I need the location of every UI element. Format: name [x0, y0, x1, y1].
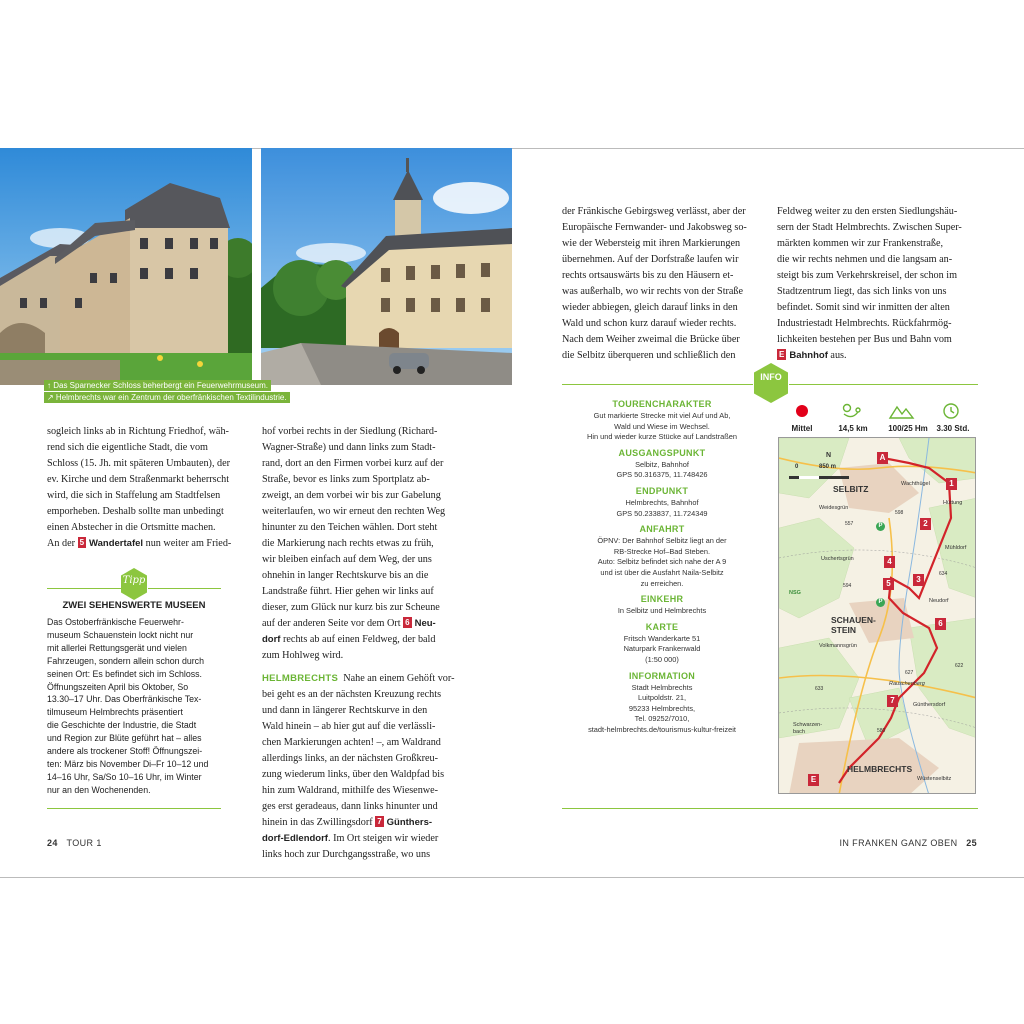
info-rule-bottom	[562, 808, 978, 809]
tour-label: TOUR 1	[66, 838, 102, 848]
stats-icons	[778, 400, 978, 424]
info-anfahrt-title: ANFAHRT	[639, 524, 685, 535]
tipp-rule-right	[148, 588, 221, 589]
page-number-left: 24	[47, 838, 58, 848]
right-col2-text: Feldweg weiter zu den ersten Siedlungshäu- sern der Stadt Helmbrechts. Zwischen Super- märkten kommen wir zur Frankenstraße, die wir rechts nehmen und die langsam an- steigt bis zum Verkehrskreisel, der schon im Stadtzentrum liegt, das sich links von uns befindet. Somit sind wir inmitten der alten Industriestadt Helmbrechts. Rückfahrmög- lichkeiten bestehen per Bus und Bahn vom E Bahnhof aus.	[777, 206, 962, 361]
info-einkehr-title: EINKEHR	[640, 594, 684, 605]
caption-sparneck: ↑ Das Sparnecker Schloss beherbergt ein Feuerwehrmuseum.	[44, 380, 271, 391]
right-col1-text: der Fränkische Gebirgsweg verlässt, aber der Europäische Fernwander- und Jakobsweg so- wie der Weberstеig mit ihren Markierungen übernehmen. Auf der Dorfstraße laufen wir rechts ortsauswärts bis zu den Häusern et- was außerhalb, wo wir rechts von der Straße wieder abbiegen, gleich darauf links in den Wald und schon kurz darauf wieder rechts. Nach dem Weiher zweimal die Brücke über die Selbitz überqueren und schließlich den	[562, 206, 747, 361]
tipp-rule-bottom	[47, 808, 221, 809]
info-badge-label: INFO	[760, 372, 782, 382]
distance-icon	[844, 405, 861, 417]
info-endpunkt-title: ENDPUNKT	[635, 485, 689, 496]
page-number-right: 25	[966, 838, 977, 848]
tipp-rule-left	[47, 588, 121, 589]
wandertafel-line: An der 5 Wandertafel nun weiter am Fried-	[47, 538, 232, 549]
info-details: TOURENCHARAKTER Gut markierte Strecke mit viel Auf und Ab, Wald und Wiese im Wechsel. Hin und wieder kurze Stücke auf Landstraßen AUSGANGSPUNKT Selbitz, Bahnhof GPS 50.316375, 11.748426 ENDPUNKT Helmbrechts, Bahnhof GPS 50.233837, 11.724349 ANFAHRT ÖPNV: Der Bahnhof Selbitz liegt an der RB-Strecke Hof–Bad Steben. Auto: Selbitz befindet sich nahe der A 9 und ist über die Ausfahrt Naila-Selbitz zu erreichen. EINKEHR In Selbitz und Helmbrechts KARTE Fritsch Wanderkarte 51 Naturpark Frankenwald (1:50 000) INFORMATION Stadt Helmbrechts Luitpoldstr. 21, 95233 Helmbrechts, Tel. 09252/7010, stadt-helmbrechts.de/tourismus-kultur-freizeit	[562, 394, 762, 735]
info-rule-left	[562, 384, 753, 385]
marker-6: 6	[405, 618, 410, 627]
heading-helmbrechts: HELMBRECHTS	[262, 673, 339, 684]
chapter-title: IN FRANKEN GANZ OBEN	[839, 838, 958, 848]
stat-difficulty: Mittel	[791, 424, 813, 433]
info-tourencharakter-title: TOURENCHARAKTER	[612, 399, 712, 409]
info-karte-title: KARTE	[645, 621, 679, 632]
info-ausgangspunkt-title: AUSGANGSPUNKT	[618, 447, 706, 458]
caption-helmbrechts: ↗ Helmbrechts war ein Zentrum der oberfränkischen Textilindustrie.	[44, 392, 290, 403]
map-marker-1: 1	[946, 478, 957, 490]
map-marker-a: A	[877, 452, 888, 464]
map-marker-6: 6	[935, 618, 946, 630]
map-marker-e: E	[808, 774, 819, 786]
marker-e: E	[779, 350, 785, 359]
map-town-schauenstein: SCHAUEN- STEIN	[831, 615, 876, 635]
elevation-icon	[890, 407, 913, 418]
photo-helmbrechts-street	[261, 148, 512, 385]
parking-icon: P	[876, 522, 885, 531]
map-town-helmbrechts: HELMBRECHTS	[847, 764, 913, 774]
marker-7: 7	[377, 817, 382, 826]
stat-elevation: 100/25 Hm	[888, 424, 928, 433]
tipp-text: Das Ostoberfränkische Feuerwehr- museum Schauenstein lockt nicht nur mit allerlei Rettungsgerät und vielen Fahrzeugen, sondern allein schon durch seinen Ort: Es befindet sich im Schloss. Öffnungszeiten April bis Oktober, So 13.30–17 Uhr. Das Oberfränkische Tex- tilmuseum Helmbrechts präsentiert die Geschichte der Industrie, die Stadt und Region zur Blüte geführt hat – alles andere als trockener Stoff! Öffnungszei- ten: März bis November Di–Fr 10–12 und 14–16 Uhr, Sa/So 10–16 Uhr, im Winter nur an den Wochenenden.	[47, 617, 209, 795]
photo-sparneck-castle	[0, 148, 252, 385]
north-arrow: N	[826, 452, 832, 459]
difficulty-icon	[796, 405, 808, 417]
left-col1-text: sogleich links ab in Richtung Friedhof, wäh- rend sich die eigentliche Stadt, die vom Schloss (15. Jh. mit späteren Umbauten), der ev. Kirche und dem Straßenmarkt beherrscht wird, die sich in Staffelung am Stadtfelsen emporheben. Deshalb sollte man unbedingt einen Abstecher in die Ortsmitte machen. An der 5 Wandertafel nun weiter am Fried-	[47, 424, 247, 552]
map-marker-7: 7	[887, 695, 898, 707]
map-marker-5: 5	[883, 578, 894, 590]
parking-icon: P	[876, 598, 885, 607]
map-marker-3: 3	[913, 574, 924, 586]
map-marker-2: 2	[920, 518, 931, 530]
info-information-title: INFORMATION	[628, 670, 696, 681]
route-map-drawing	[779, 438, 976, 794]
stat-duration: 3.30 Std.	[936, 424, 970, 433]
clock-icon	[944, 404, 958, 418]
tipp-badge-label: Tipp	[122, 575, 146, 586]
tipp-title: ZWEI SEHENSWERTE MUSEEN	[62, 600, 206, 611]
footer-right	[839, 838, 977, 848]
stat-distance: 14,5 km	[838, 424, 868, 433]
route-map: 0 850 m N SELBITZ SCHAUEN- STEIN HELMBRECHTS Wachthügel Hüttung Weidesgrün Mühldorf Uschertsgrün Neudorf Volkmannsgrün Rauschenberg Günthersdorf Schwarzen- bach Wüstenselbitz 598 557 634 594 627 622 633 580 NSG P P A 1 2 3 4 5 6 7 E	[778, 437, 976, 794]
footer-left	[47, 838, 102, 848]
info-rule-right	[789, 384, 978, 385]
map-marker-4: 4	[884, 556, 895, 568]
left-col2-text: hof vorbei rechts in der Siedlung (Richard- Wagner-Straße) und dann links zum Stadt- rand, dort an den Firmen vorbei kurz auf der Straße, bevor es links zum Sportplatz ab- zweigt, an dem vorbei wir bis zur Gabelung weiterlaufen, wo wir erneut den rechten Weg hinunter zu den Teichen wählen. Dort steht die Markierung nach rechts etwas zu früh, wir bleiben einfach auf dem Weg, der uns ohnehin in langer Rechtskurve bis an die Landstraße führt. Hier gehen wir links auf dieser, zum Glück nur kurz bis zur Scheune auf der anderen Seite vor dem Ort 6 Neu- dorf rechts ab auf einen Feldweg, der bald zum Hohlweg wird. HELMBRECHTS Nahe an einem Gehöft vor- bei geht es an der nächsten Kreuzung rechts und dann in längerer Rechtskurve in den Wald hinein – ab hier gut auf die verlässli- chen Markierungen achten! –, am Waldrand allerdings links, an der nächsten Großkreu- zung wiederum links, über den Waldpfad bis hin zum Waldrand, mithilfe des Wiesenwe- ges erst geradeaus, dann links hinunter und hinein in das Zwillingsdorf 7 Günthers- dorf-Edlendorf. Im Ort steigen wir wieder links hoch zur Durchgangsstraße, wo uns	[262, 426, 455, 860]
marker-5: 5	[79, 538, 85, 547]
map-town-selbitz: SELBITZ	[833, 484, 869, 494]
